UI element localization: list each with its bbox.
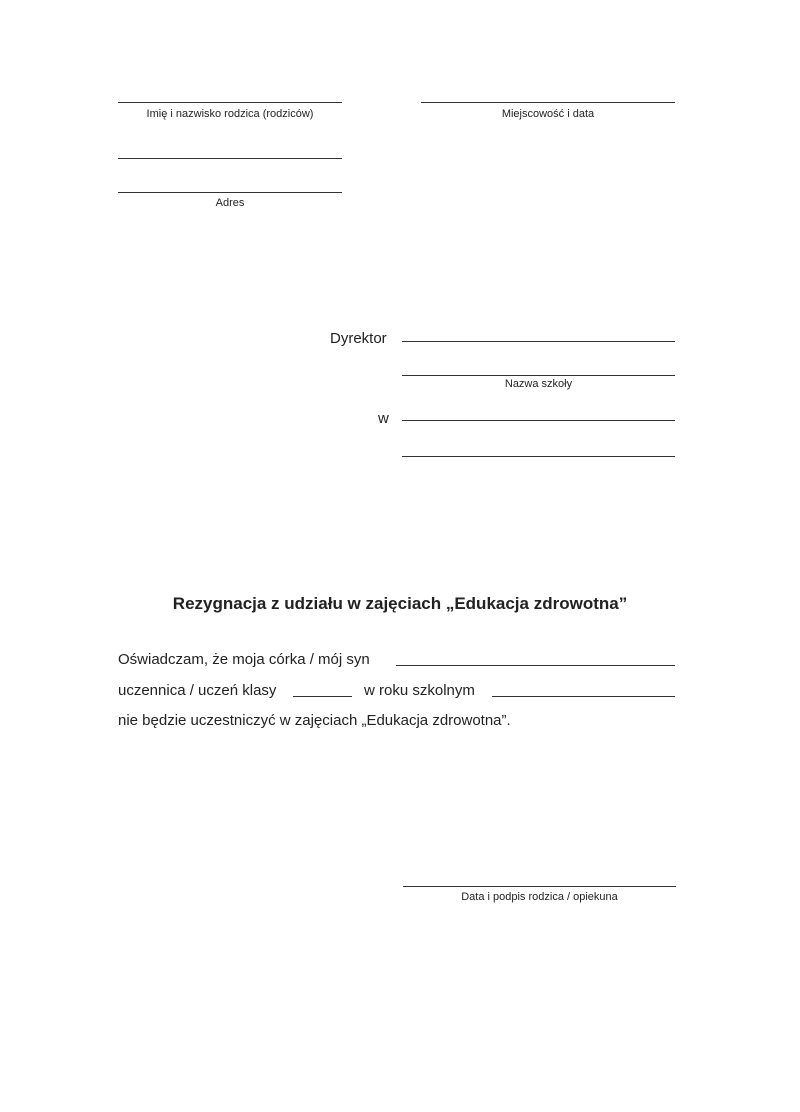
school-location-line-2[interactable] xyxy=(402,456,675,457)
statement-line-1: Oświadczam, że moja córka / mój syn xyxy=(118,651,370,668)
in-label: w xyxy=(378,410,389,427)
school-name-caption: Nazwa szkoły xyxy=(504,378,573,390)
statement-line-2-middle: w roku szkolnym xyxy=(364,682,475,699)
signature-caption: Data i podpis rodzica / opiekuna xyxy=(461,891,618,903)
school-location-line-1[interactable] xyxy=(402,420,675,421)
place-date-caption: Miejscowość i data xyxy=(501,108,595,120)
document-title: Rezygnacja z udziału w zajęciach „Edukacja zdrowotna” xyxy=(172,594,628,613)
child-name-line[interactable] xyxy=(396,665,675,666)
director-line[interactable] xyxy=(402,341,675,342)
statement-line-2-prefix: uczennica / uczeń klasy xyxy=(118,682,277,699)
class-line[interactable] xyxy=(293,696,352,697)
place-date-line[interactable] xyxy=(421,102,675,103)
school-year-line[interactable] xyxy=(492,696,675,697)
parent-name-caption: Imię i nazwisko rodzica (rodziców) xyxy=(146,108,314,120)
school-name-line[interactable] xyxy=(402,375,675,376)
address-caption: Adres xyxy=(215,197,245,209)
address-line-2[interactable] xyxy=(118,192,342,193)
director-label: Dyrektor xyxy=(330,330,387,347)
signature-line[interactable] xyxy=(403,886,676,887)
address-line-1[interactable] xyxy=(118,158,342,159)
parent-name-line[interactable] xyxy=(118,102,342,103)
statement-line-3: nie będzie uczestniczyć w zajęciach „Edukacja zdrowotna”. xyxy=(118,712,511,729)
